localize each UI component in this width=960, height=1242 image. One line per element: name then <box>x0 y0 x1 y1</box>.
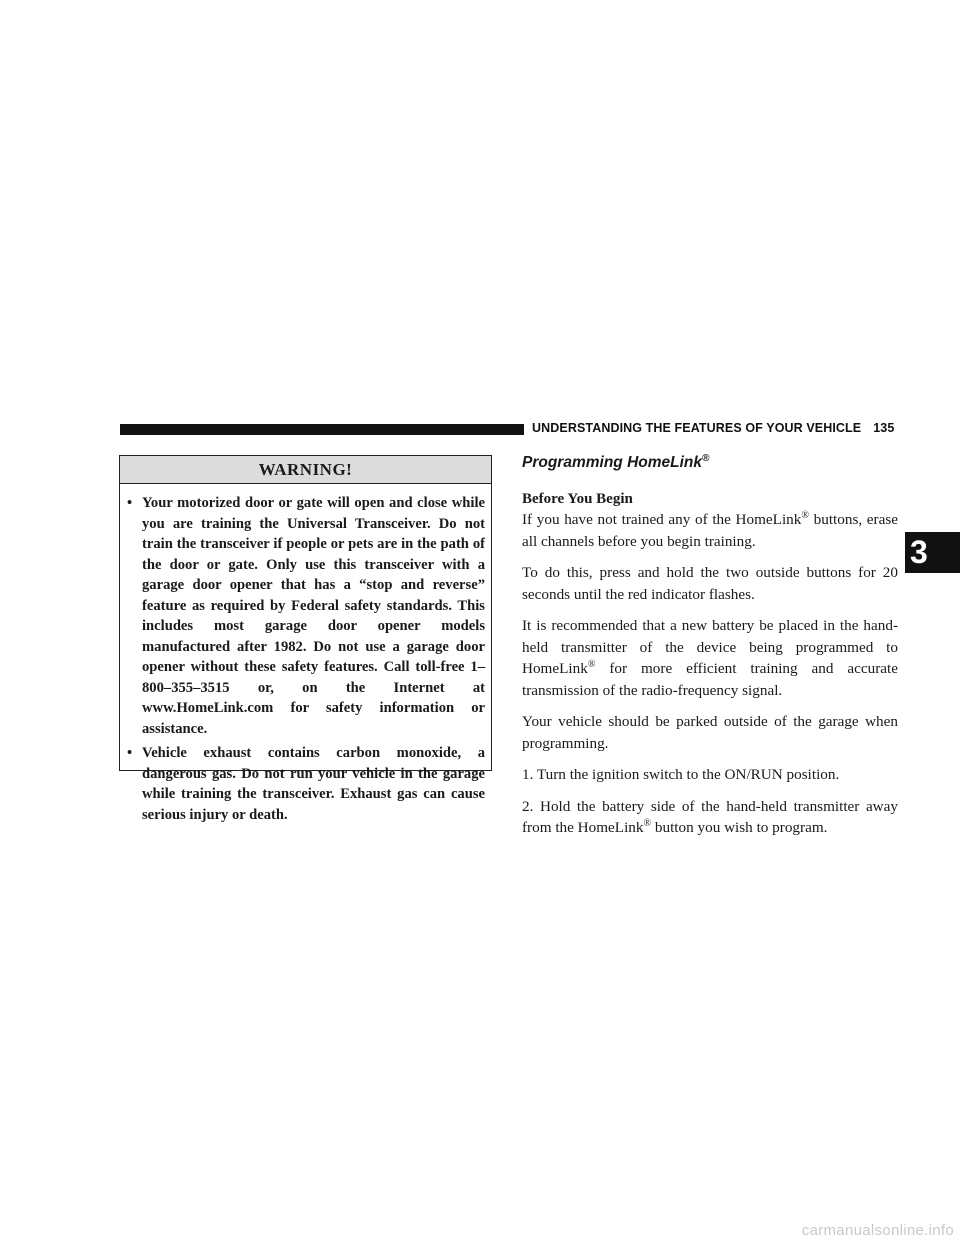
warning-item <box>127 493 485 739</box>
paragraph-text: for more efficient training and accurate transmission of the radio-frequency signal. <box>522 660 898 699</box>
warning-title: WARNING! <box>120 456 491 484</box>
paragraph-text: 2. Hold the battery side of the hand-held transmitter away from the HomeLink <box>522 797 898 836</box>
registered-mark-icon: ® <box>801 509 809 521</box>
chapter-tab: 3 <box>905 532 960 573</box>
running-title: UNDERSTANDING THE FEATURES OF YOUR VEHICLE <box>532 421 862 435</box>
bullet-icon: • <box>127 495 133 511</box>
running-head <box>532 421 898 435</box>
warning-list <box>120 484 491 825</box>
paragraph <box>522 615 898 701</box>
paragraph-text: buttons, erase all channels before you begin training. <box>522 511 898 550</box>
warning-item-text: Vehicle exhaust contains carbon monoxide, a dangerous gas. Do not run your vehicle in the garage while training the transceiver. Exhaust gas can cause serious injury or death. <box>142 745 485 823</box>
step-1: 1. Turn the ignition switch to the ON/RUN position. <box>522 766 840 783</box>
paragraph-text: It is recommended that a new battery be placed in the hand-held transmitter of the device being programmed to HomeLink <box>522 617 898 677</box>
header-rule-bar <box>120 424 524 435</box>
paragraph-text: button you wish to program. <box>651 819 828 836</box>
warning-item <box>127 743 485 825</box>
main-column <box>522 453 898 849</box>
paragraph <box>522 509 898 552</box>
paragraph: To do this, press and hold the two outside buttons for 20 seconds until the red indicator flashes. <box>522 564 898 603</box>
paragraph: Your vehicle should be parked outside of the garage when programming. <box>522 713 898 752</box>
registered-mark-icon: ® <box>643 817 652 829</box>
page-number: 135 <box>873 421 895 435</box>
warning-box <box>119 455 492 823</box>
subsection-title: Before You Begin <box>522 491 633 507</box>
registered-mark-icon: ® <box>587 658 596 670</box>
bullet-icon: • <box>127 745 133 761</box>
watermark: carmanualsonline.info <box>801 1222 954 1239</box>
registered-mark-icon: ® <box>702 452 710 464</box>
section-title <box>522 453 898 473</box>
warning-item-text: Your motorized door or gate will open and close while you are training the Universal Transceiver. Do not train the transceiver if people or pets are in the path of the door or gate. Only use this transceiver with a garage door opener that has a “stop and reverse” feature as required by Federal safety standards. This includes most garage door opener models manufactured after 1982. Do not use a garage door opener without these safety features. Call toll-free 1–800–355–3515 or, on the Internet at www.HomeLink.com for safety information or assistance. <box>142 495 485 737</box>
section-title-text: Programming HomeLink <box>522 454 702 471</box>
paragraph-text: If you have not trained any of the HomeLink <box>522 511 802 528</box>
step-2 <box>522 796 898 839</box>
